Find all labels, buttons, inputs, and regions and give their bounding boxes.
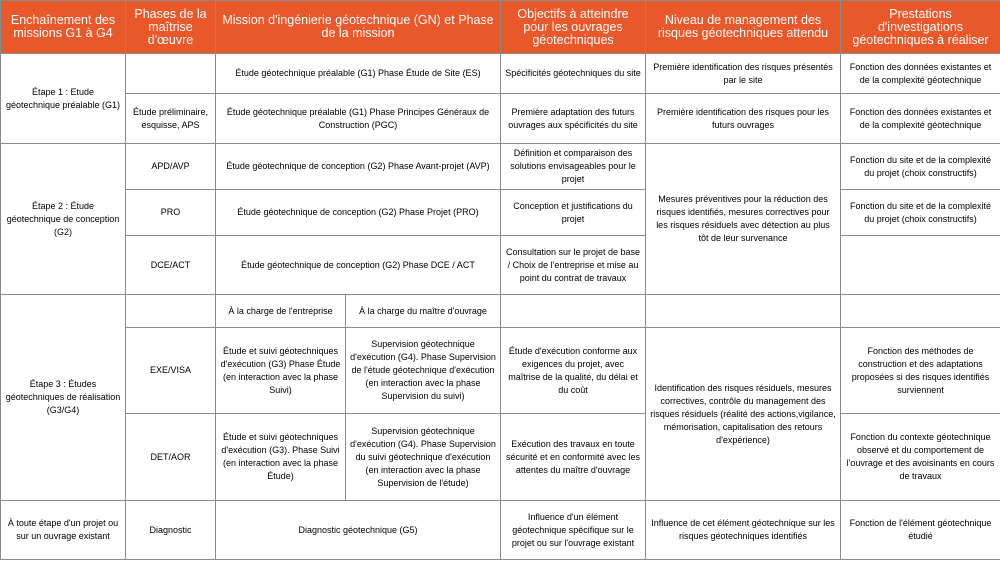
objective-empty [501,295,646,328]
phase-g1-pgc: Étude préliminaire, esquisse, APS [126,94,216,144]
table-row [1,190,1000,236]
investigation-empty [841,295,1000,328]
risk-g2: Mesures préventives pour la réduction des risques identifiés, mesures correctives pour les risques résiduels avec détection au plus tôt de leur survenance [646,144,841,295]
phase-g3-exe: EXE/VISA [126,328,216,414]
mission-g2-pro: Étude géotechnique de conception (G2) Phase Projet (PRO) [216,190,501,236]
phase-empty [126,54,216,94]
objective-g3-exe: Étude d'exécution conforme aux exigences du projet, avec maîtrise de la qualité, du délai et du coût [501,328,646,414]
investigation-g5: Fonction de l'élément géotechnique étudié [841,501,1000,560]
phase-g2-avp: APD/AVP [126,144,216,190]
stage-g5: À toute étape d'un projet ou sur un ouvrage existant [1,501,126,560]
objective-g5: Influence d'un élément géotechnique spécifique sur le projet ou sur l'ouvrage existant [501,501,646,560]
mission-g1-es: Étude géotechnique préalable (G1) Phase Étude de Site (ES) [216,54,501,94]
mission-g4-det: Supervision géotechnique d'exécution (G4). Phase Supervision du suivi géotechnique d'exécution (en interaction avec la phase Supervision de l'étude) [346,414,501,501]
header-investigations: Prestations d'investigations géotechniques à réaliser [841,1,1000,54]
investigation-g2-avp: Fonction du site et de la complexité du projet (choix constructifs) [841,144,1000,190]
risk-g3: Identification des risques résiduels, mesures correctives, contrôle du management des risques résiduels (réalité des actions,vigilance, mémorisation, capitalisation des retours d'expérience) [646,328,841,501]
objective-g2-avp: Définition et comparaison des solutions envisageables pour le projet [501,144,646,190]
mission-g4-exe: Supervision géotechnique d'exécution (G4). Phase Supervision de l'étude géotechnique d'exécution (en interaction avec la phase Supervision du suivi) [346,328,501,414]
mission-g1-pgc: Étude géotechnique préalable (G1) Phase Principes Généraux de Construction (PGC) [216,94,501,144]
risk-g1-pgc: Première identification des risques pour les futurs ouvrages [646,94,841,144]
investigation-g3-det: Fonction du contexte géotechnique observé et du comportement de l'ouvrage et des avoisinants en cours de travaux [841,414,1000,501]
header-missions-sequence: Enchaînement des missions G1 à G4 [1,1,126,54]
header-row [1,1,1000,54]
objective-g1-pgc: Première adaptation des futurs ouvrages aux spécificités du site [501,94,646,144]
objective-g1-es: Spécificités géotechniques du site [501,54,646,94]
header-objectives: Objectifs à atteindre pour les ouvrages géotechniques [501,1,646,54]
mission-g3-exe: Étude et suivi géotechniques d'exécution (G3) Phase Étude (en interaction avec la phase Suivi) [216,328,346,414]
table-row [1,94,1000,144]
phase-g2-dce: DCE/ACT [126,236,216,295]
mission-g5: Diagnostic géotechnique (G5) [216,501,501,560]
charge-entreprise: À la charge de l'entreprise [216,295,346,328]
stage-g2: Étape 2 : Étude géotechnique de conception (G2) [1,144,126,295]
stage-g3: Étape 3 : Études géotechniques de réalisation (G3/G4) [1,295,126,501]
investigation-g1-es: Fonction des données existantes et de la complexité géotechnique [841,54,1000,94]
phase-g3-det: DET/AOR [126,414,216,501]
phase-empty [126,295,216,328]
investigation-g2-pro: Fonction du site et de la complexité du projet (choix constructifs) [841,190,1000,236]
risk-empty [646,295,841,328]
table-row [1,328,1000,414]
phase-g5: Diagnostic [126,501,216,560]
stage-g1: Étape 1 : Etude géotechnique préalable (G1) [1,54,126,144]
risk-g1-es: Première identification des risques présentés par le site [646,54,841,94]
risk-g5: Influence de cet élément géotechnique sur les risques géotechniques identifiés [646,501,841,560]
table-row [1,414,1000,501]
table-row [1,236,1000,295]
mission-g2-avp: Étude géotechnique de conception (G2) Phase Avant-projet (AVP) [216,144,501,190]
header-risk-management: Niveau de management des risques géotechniques attendu [646,1,841,54]
table-row [1,295,1000,328]
table-row [1,501,1000,560]
investigation-g3-exe: Fonction des méthodes de construction et des adaptations proposées si des risques identifiés surviennent [841,328,1000,414]
investigation-g1-pgc: Fonction des données existantes et de la complexité géotechnique [841,94,1000,144]
header-mission-phase: Mission d'ingénierie géotechnique (GN) et Phase de la mission [216,1,501,54]
mission-g3-det: Étude et suivi géotechniques d'exécution (G3). Phase Suivi (en interaction avec la phase Étude) [216,414,346,501]
mission-g2-dce: Étude géotechnique de conception (G2) Phase DCE / ACT [216,236,501,295]
charge-maitre-ouvrage: À la charge du maître d'ouvrage [346,295,501,328]
objective-g2-dce: Consultation sur le projet de base / Choix de l'entreprise et mise au point du contrat de travaux [501,236,646,295]
table-row [1,54,1000,94]
objective-g3-det: Exécution des travaux en toute sécurité et en conformité avec les attentes du maître d'ouvrage [501,414,646,501]
investigation-g2-dce-empty [841,236,1000,295]
header-moe-phases: Phases de la maîtrise d'œuvre [126,1,216,54]
table-row [1,144,1000,190]
objective-g2-pro: Conception et justifications du projet [501,190,646,236]
phase-g2-pro: PRO [126,190,216,236]
